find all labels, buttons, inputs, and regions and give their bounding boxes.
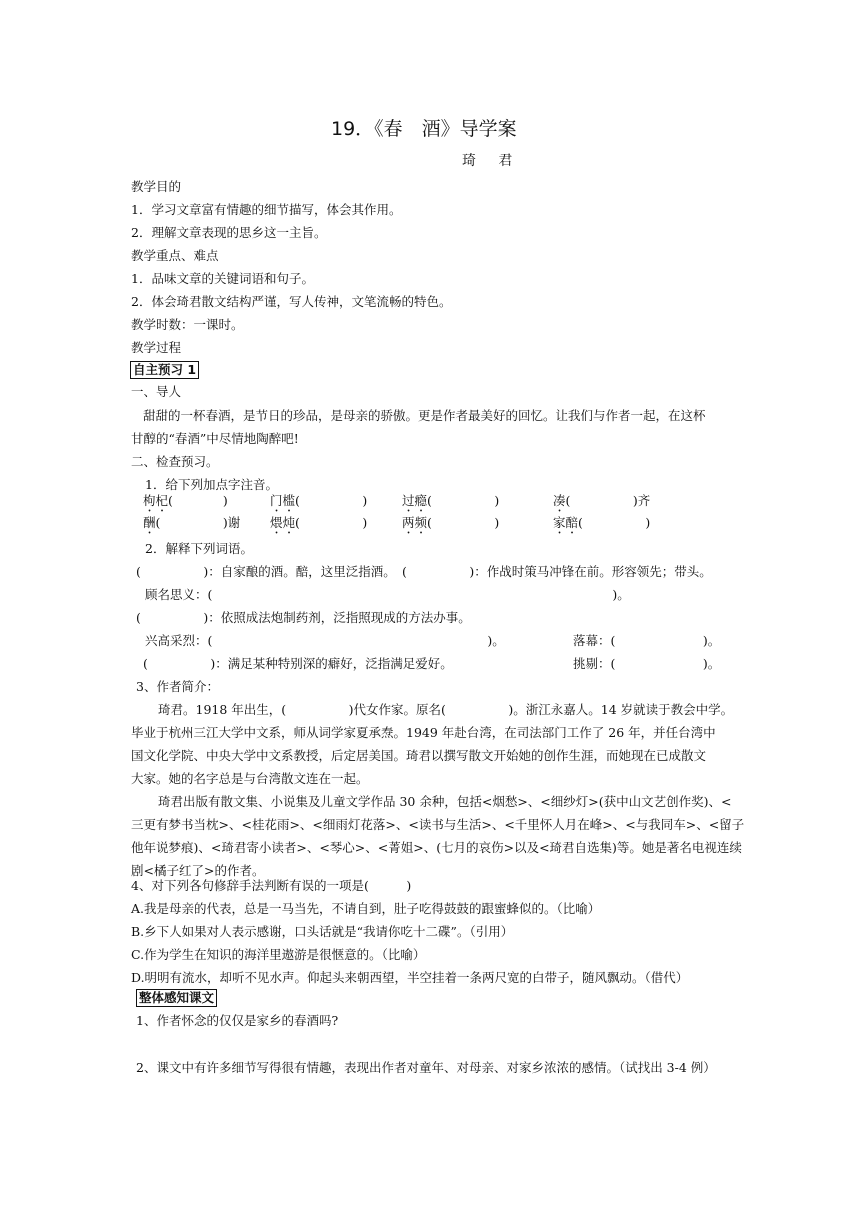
vocab-item: 挑剔：( )。 <box>573 656 721 671</box>
author-works-line: 三更有梦书当枕>、<桂花雨>、<细雨灯花落>、<读书与生活>、<千里怀人月在峰>、<与我同车>、<留子 <box>131 817 745 832</box>
pinyin-item <box>402 493 499 515</box>
document-title: 19．《春 酒》导学案 <box>331 118 517 140</box>
author-bio-line: 大家。她的名字总是与台湾散文连在一起。 <box>131 771 369 786</box>
pinyin-word: 枸杞 <box>143 493 169 508</box>
teaching-time: 教学时数：一课时。 <box>131 317 244 332</box>
focus-heading: 教学重点、难点 <box>131 248 219 263</box>
vocab-question-heading: 2．解释下列词语。 <box>145 541 253 556</box>
focus-item: 1．品味文章的关键词语和句子。 <box>131 271 314 286</box>
pinyin-item <box>402 515 499 537</box>
document-author: 琦 君 <box>462 153 517 169</box>
pinyin-blank: ( ) <box>427 493 500 508</box>
pinyin-word: 两频 <box>402 515 428 530</box>
intro-heading: 一、导人 <box>131 384 182 399</box>
pinyin-word: 煨炖 <box>270 515 296 530</box>
intro-text: 甜甜的一杯春酒，是节日的珍品，是母亲的骄傲。更是作者最美好的回忆。让我们与作者一起，在这杯 <box>143 408 706 423</box>
vocab-item: 兴高采烈：( )。 <box>145 633 505 648</box>
pinyin-item <box>553 493 650 515</box>
pinyin-item <box>553 515 650 537</box>
focus-item: 2．体会琦君散文结构严谨，写人传神，文笔流畅的特色。 <box>131 294 452 309</box>
pinyin-word: 门槛 <box>270 493 296 508</box>
pinyin-item <box>270 493 367 515</box>
rhetoric-option-c: C.作为学生在知识的海洋里遨游是很惬意的。（比喻） <box>131 947 426 962</box>
pinyin-word: 家醅 <box>553 515 579 530</box>
pinyin-blank: ( ) <box>168 493 228 508</box>
overall-question-2: 2、课文中有许多细节写得很有情趣，表现出作者对童年、对母亲、对家乡浓浓的感情。（试找出 3-4 例） <box>136 1060 716 1075</box>
pinyin-blank: ( ) <box>578 515 651 530</box>
author-bio-line: 国文化学院、中央大学中文系教授，后定居美国。琦君以撰写散文开始她的创作生涯，而她现在已成散文 <box>131 748 707 763</box>
vocab-item: ( )：满足某种特别深的癖好，泛指满足爱好。 <box>143 656 453 671</box>
pinyin-item <box>143 515 240 537</box>
pinyin-word: 过瘾 <box>402 493 428 508</box>
pinyin-word: 凑 <box>553 493 566 508</box>
rhetoric-option-b: B.乡下人如果对人表示感谢，口头话就是“我请你吃十二碟”。（引用） <box>131 924 514 939</box>
check-preview-heading: 二、检查预习。 <box>131 454 219 469</box>
intro-text: 甘醇的“春酒”中尽情地陶醉吧! <box>131 431 299 446</box>
author-works-line: 他年说梦痕)、<琦君寄小读者>、<琴心>、<菁姐>、(七月的哀伤>以及<琦君自选集)等。她是著名电视连续 <box>131 840 742 855</box>
self-preview-box-label: 自主预习 1 <box>130 361 199 379</box>
vocab-item: ( )：依照成法炮制药剂，泛指照现成的方法办事。 <box>136 610 471 625</box>
pinyin-question-heading: 1．给下列加点字注音。 <box>145 477 278 492</box>
author-bio-heading: 3、作者简介： <box>136 679 219 694</box>
objectives-heading: 教学目的 <box>131 179 182 194</box>
pinyin-blank: ( ) <box>295 515 368 530</box>
overall-perception-box-label: 整体感知课文 <box>136 989 217 1007</box>
rhetoric-question: 4、对下列各句修辞手法判断有误的一项是( ) <box>131 878 412 893</box>
author-bio-line: 毕业于杭州三江大学中文系，师从词学家夏承焘。1949 年赴台湾，在司法部门工作了 26 年，并任台湾中 <box>131 725 716 740</box>
vocab-item: ( )：自家酿的酒。醅，这里泛指酒。 ( )：作战时策马冲锋在前。形容领先；带头。 <box>136 564 712 579</box>
pinyin-item <box>143 493 228 515</box>
teaching-process-heading: 教学过程 <box>131 340 182 355</box>
author-bio-line: 琦君。1918 年出生，( )代女作家。原名( )。浙江永嘉人。14 岁就读于教会中学。 <box>158 702 734 717</box>
pinyin-blank: ( )齐 <box>565 493 651 508</box>
pinyin-blank: ( ) <box>295 493 368 508</box>
objective-item: 1．学习文章富有情趣的细节描写，体会其作用。 <box>131 202 402 217</box>
overall-question-1: 1、作者怀念的仅仅是家乡的春酒吗? <box>136 1013 339 1028</box>
rhetoric-option-d: D.明明有流水，却听不见水声。仰起头来朝西望，半空挂着一条两尺宽的白带子，随风飘动。（借代） <box>131 970 689 985</box>
rhetoric-option-a: A.我是母亲的代表，总是一马当先，不请自到，肚子吃得鼓鼓的跟蜜蜂似的。（比喻） <box>131 901 601 916</box>
author-works-line: 剧<橘子红了>的作者。 <box>131 863 265 878</box>
pinyin-blank: ( ) <box>427 515 500 530</box>
vocab-item: 顾名思义：( )。 <box>145 587 630 602</box>
pinyin-blank: ( )谢 <box>155 515 241 530</box>
pinyin-item <box>270 515 367 537</box>
pinyin-word: 酬 <box>143 515 156 530</box>
author-works-line: 琦君出版有散文集、小说集及儿童文学作品 30 余种，包括<烟愁>、<细纱灯>(获中山文艺创作奖)、< <box>158 794 732 809</box>
vocab-item: 落幕：( )。 <box>573 633 721 648</box>
objective-item: 2．理解文章表现的思乡这一主旨。 <box>131 225 327 240</box>
